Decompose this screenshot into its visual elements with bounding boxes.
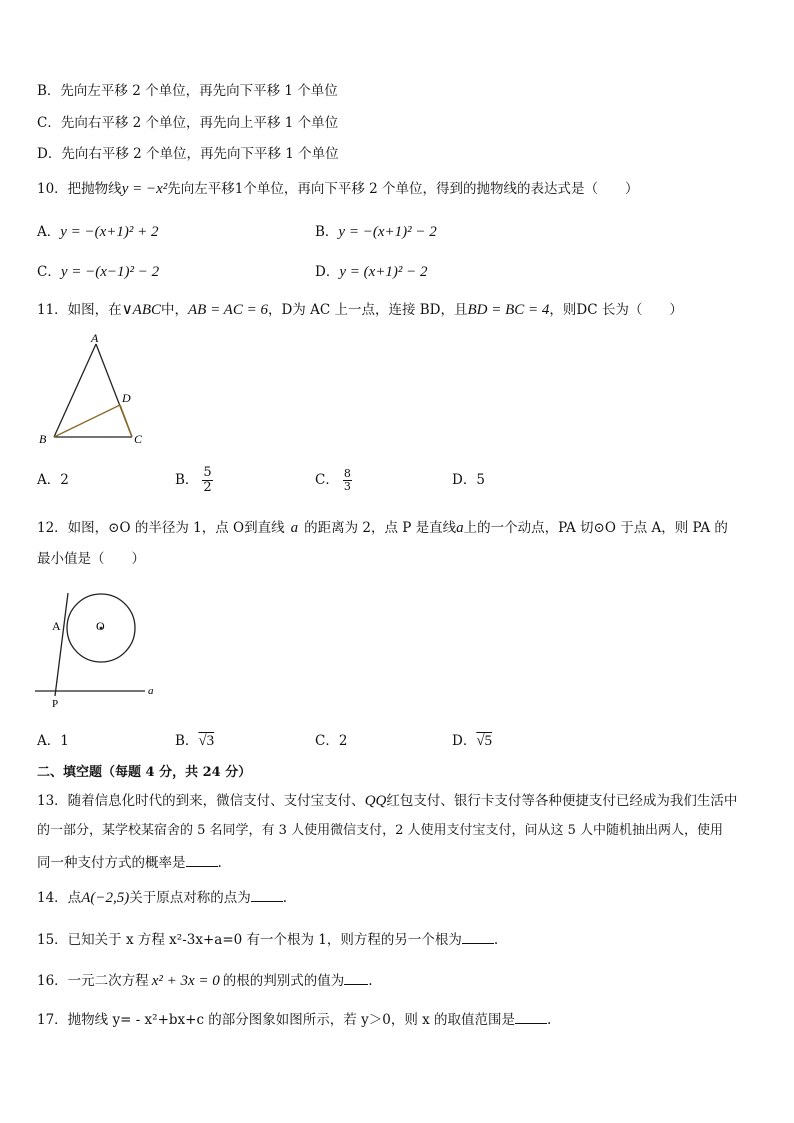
- q10-option-d: D．y = (x+1)² − 2: [315, 264, 428, 280]
- q9-option-c: C．先向右平移 2 个单位，再先向上平移 1 个单位: [37, 115, 339, 131]
- label-o: O: [96, 619, 105, 633]
- section-2-heading: [37, 763, 251, 783]
- q13-line1: 13．随着信息化时代的到来，微信支付、支付宝支付、QQ红包支付、银行卡支付等各种便捷支付已经成为我们生活中: [37, 793, 738, 809]
- answer-blank: [462, 929, 494, 944]
- label-line-a: a: [148, 685, 154, 697]
- q15-stem: 15．已知关于 x 方程 x²-3x+a=0 有一个根为 1，则方程的另一个根为 .: [37, 929, 498, 950]
- q11-equation-2: BD = BC = 4: [467, 302, 550, 318]
- q11-option-d: D．5: [452, 472, 485, 488]
- q17-stem: 17．抛物线 y= - x²+bx+c 的部分图象如图所示，若 y＞0，则 x 的取值范围是 .: [37, 1009, 551, 1030]
- q9-option-d: D．先向右平移 2 个单位，再先向下平移 1 个单位: [37, 146, 339, 162]
- q16-stem: 16．一元二次方程 x² + 3x = 0 的根的判别式的值为 .: [37, 970, 373, 991]
- section-2-title: 二、填空题: [37, 765, 103, 780]
- segment-bd: [54, 405, 120, 437]
- answer-blank: [344, 970, 368, 985]
- q12-stem-line1: 12．如图，⊙O 的半径为 1，点 O到直线 a 的距离为 2，点 P 是直线a上的一个动点，PA 切⊙O 于点 A，则 PA 的: [37, 520, 728, 536]
- q11-equation-1: AB = AC = 6: [188, 302, 268, 318]
- q10-stem: [37, 179, 639, 199]
- q12-option-a: A．1: [37, 733, 69, 749]
- side-ab: [54, 344, 96, 437]
- q11-stem: 11．如图，在∨ABC中，AB = AC = 6，D为 AC 上一点，连接 BD，且BD = BC = 4，则DC 长为（ ）: [37, 302, 683, 318]
- q12-option-b: B．√3: [175, 733, 215, 749]
- fraction-8-3: $\frac{8}{3}$: [343, 467, 351, 493]
- q10-prefix: 10．把抛物线: [37, 181, 122, 197]
- q12-stem-line2: 最小值是（ ）: [37, 551, 145, 567]
- tangent-pa: [55, 593, 68, 696]
- segment-dc: [120, 405, 132, 437]
- q9-option-b: B．先向左平移 2 个单位，再先向下平移 1 个单位: [37, 83, 338, 99]
- q12-option-d: D．√5: [452, 733, 493, 749]
- q11-option-c: C． $\frac{8}{3}$: [315, 467, 351, 493]
- q11-triangle-figure: [35, 330, 155, 450]
- q10-option-c: C．y = −(x−1)² − 2: [37, 264, 160, 280]
- label-b: B: [39, 432, 47, 446]
- label-d: D: [122, 391, 131, 405]
- answer-blank: [186, 852, 218, 867]
- q10-suffix: 先向左平移1个单位，再向下平移 2 个单位，得到的抛物线的表达式是（ ）: [167, 181, 639, 197]
- label-c: C: [134, 432, 143, 446]
- q13-line2: 的一部分，某学校某宿舍的 5 名同学，有 3 人使用微信支付，2 人使用支付宝支付，问从这 5 人中随机抽出两人，使用: [37, 823, 724, 838]
- q14-stem: 14．点A(−2,5)关于原点对称的点为 .: [37, 887, 287, 908]
- label-p: P: [52, 698, 59, 710]
- q10-option-a: A．y = −(x+1)² + 2: [37, 224, 159, 240]
- section-2-note: （每题 4 分，共 24 分）: [102, 765, 252, 780]
- q13-line3: 同一种支付方式的概率是 .: [37, 852, 222, 873]
- q12-option-c: C．2: [315, 733, 348, 749]
- answer-blank: [251, 887, 283, 902]
- q12-circle-figure: [35, 590, 160, 710]
- q10-option-b: B．y = −(x+1)² − 2: [315, 224, 437, 240]
- q10-formula: y = −x²: [121, 181, 168, 197]
- fraction-5-2: $\frac{5}{2}$: [203, 465, 212, 495]
- answer-blank: [515, 1009, 547, 1024]
- q11-option-b: B． $\frac{5}{2}$: [175, 465, 212, 495]
- label-a: A: [91, 331, 99, 345]
- q11-option-a: A．2: [37, 472, 69, 488]
- q11-triangle-name: ∨ABC: [121, 302, 161, 318]
- label-a: A: [52, 619, 61, 633]
